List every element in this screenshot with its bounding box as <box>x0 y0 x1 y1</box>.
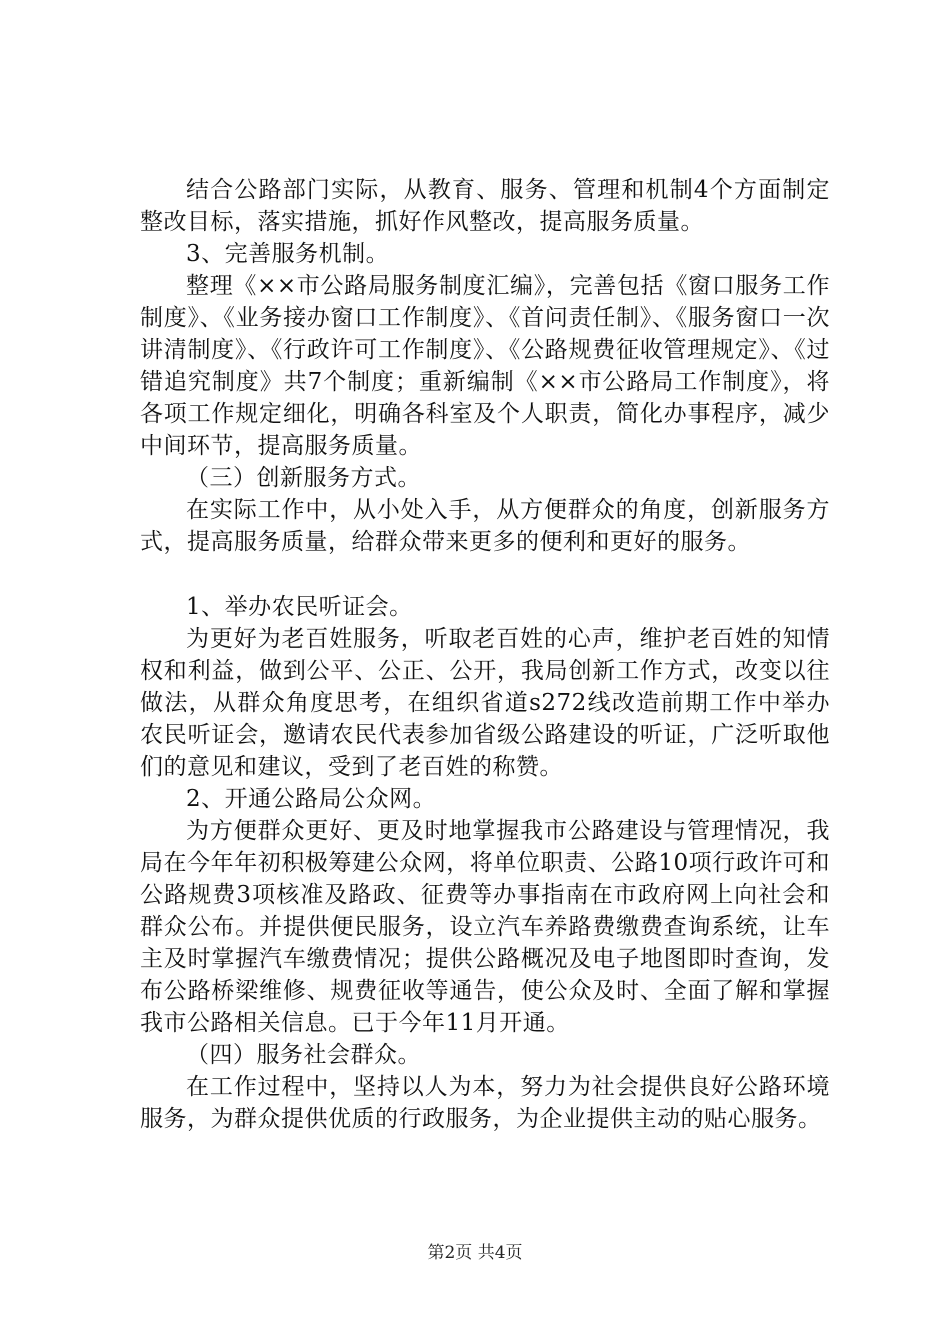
heading-innovate-service-methods: （三）创新服务方式。 <box>186 465 421 491</box>
paragraph-gap <box>140 558 830 591</box>
paragraph-innovation-intro: 在实际工作中，从小处入手，从方便群众的角度，创新服务方式，提高服务质量，给群众带来更多的便利和更好的服务。 <box>140 497 830 555</box>
page-number-footer: 第2页 共4页 <box>427 1243 523 1263</box>
paragraph-service-regulations: 整理《××市公路局服务制度汇编》，完善包括《窗口服务工作制度》、《业务接办窗口工作制度》、《首问责任制》、《服务窗口一次讲清制度》、《行政许可工作制度》、《公路规费征收管理规定》、《过错追究制度》共7个制度；重新编制《××市公路局工作制度》，将各项工作规定细化，明确各科室及个人职责，简化办事程序，减少中间环节，提高服务质量。 <box>140 273 830 459</box>
paragraph-public-website: 为方便群众更好、更及时地掌握我市公路建设与管理情况，我局在今年年初积极筹建公众网，将单位职责、公路10项行政许可和公路规费3项核准及路政、征费等办事指南在市政府网上向社会和群众公布。并提供便民服务，设立汽车养路费缴费查询系统，让车主及时掌握汽车缴费情况；提供公路概况及电子地图即时查询，发布公路桥梁维修、规费征收等通告，使公众及时、全面了解和掌握我市公路相关信息。已于今年11月开通。 <box>140 818 830 1036</box>
heading-serve-public: （四）服务社会群众。 <box>186 1042 421 1068</box>
paragraph-rectification-goals: 结合公路部门实际，从教育、服务、管理和机制4个方面制定整改目标，落实措施，抓好作风整改，提高服务质量。 <box>140 177 830 235</box>
heading-improve-service-mechanism: 3、完善服务机制。 <box>186 241 390 267</box>
paragraph-farmer-hearing: 为更好为老百姓服务，听取老百姓的心声，维护老百姓的知情权和利益，做到公平、公正、公开，我局创新工作方式，改变以往做法，从群众角度思考，在组织省道s272线改造前期工作中举办农民听证会，邀请农民代表参加省级公路建设的听证，广泛听取他们的意见和建议，受到了老百姓的称赞。 <box>140 626 830 780</box>
heading-farmer-hearing: 1、举办农民听证会。 <box>186 594 413 620</box>
heading-public-website: 2、开通公路局公众网。 <box>186 786 437 812</box>
paragraph-serve-public: 在工作过程中，坚持以人为本，努力为社会提供良好公路环境服务，为群众提供优质的行政服务，为企业提供主动的贴心服务。 <box>140 1074 830 1132</box>
document-body <box>140 174 830 1135</box>
